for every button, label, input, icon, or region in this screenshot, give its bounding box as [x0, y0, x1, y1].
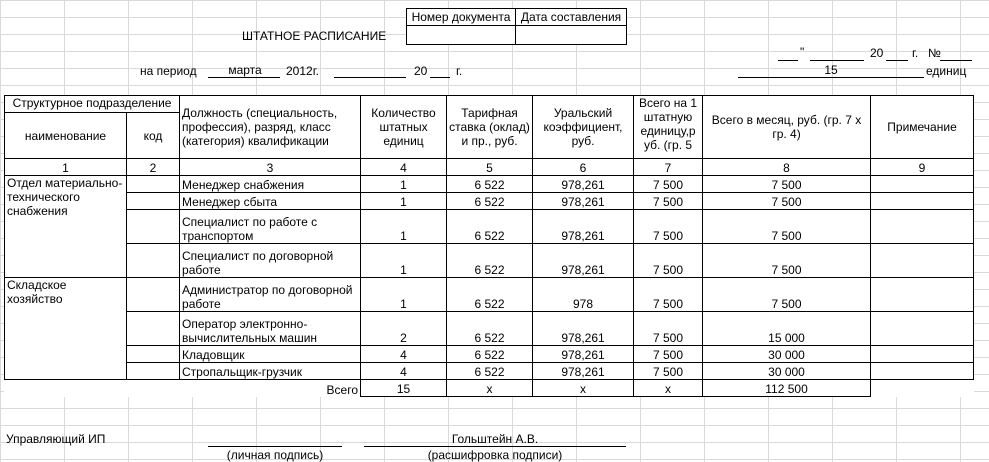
col-number-9: 9	[871, 159, 974, 176]
quantity-value: 2	[361, 312, 447, 346]
quantity-value: 1	[361, 193, 447, 210]
quantity-value: 4	[361, 363, 447, 380]
note-value	[871, 210, 974, 244]
position-name: Администратор по договорной работе	[180, 278, 361, 312]
per-unit-value: 7 500	[634, 278, 703, 312]
total-monthly: 112 500	[703, 380, 871, 397]
signer-title: Управляющий ИП	[6, 432, 106, 446]
dept-code	[127, 363, 180, 380]
signer-name-line	[364, 446, 626, 447]
monthly-value: 30 000	[703, 346, 871, 363]
header-position: Должность (специальность, профессия), разряд, класс (категория) квалификации	[180, 96, 361, 159]
rate-value: 6 522	[447, 193, 533, 210]
doc-number-label: Номер документа	[411, 10, 511, 24]
total-coef: х	[533, 380, 634, 397]
per-unit-value: 7 500	[634, 176, 703, 193]
table-row	[5, 278, 974, 312]
col-number-1: 1	[5, 159, 127, 176]
dept-code	[127, 210, 180, 244]
note-value	[871, 278, 974, 312]
monthly-value: 30 000	[703, 363, 871, 380]
doc-date-label-cell	[515, 8, 627, 26]
position-name: Менеджер снабжения	[180, 176, 361, 193]
header-unit-group: Структурное подразделение	[5, 96, 180, 113]
approve-number-sign: №	[928, 46, 941, 60]
monthly-value: 7 500	[703, 193, 871, 210]
approve-number-line	[940, 60, 972, 61]
position-name: Специалист по договорной работе	[180, 244, 361, 278]
table-row	[5, 244, 974, 278]
col-number-2: 2	[127, 159, 180, 176]
rate-value: 6 522	[447, 176, 533, 193]
col-number-3: 3	[180, 159, 361, 176]
header-monthly-total: Всего в месяц, руб. (гр. 7 х гр. 4)	[703, 96, 871, 159]
header-quantity: Количество штатных единиц	[361, 96, 447, 159]
coef-value: 978,261	[533, 312, 634, 346]
coef-value: 978,261	[533, 346, 634, 363]
per-unit-value: 7 500	[634, 244, 703, 278]
note-value	[871, 312, 974, 346]
approve-month-line	[810, 60, 864, 61]
per-unit-value: 7 500	[634, 363, 703, 380]
period-year2: 20	[414, 64, 428, 78]
position-name: Специалист по работе с транспортом	[180, 210, 361, 244]
period-end-line	[334, 77, 406, 78]
note-value	[871, 346, 974, 363]
header-unit-name: наименование	[5, 113, 127, 159]
staffing-table	[4, 95, 974, 397]
per-unit-value: 7 500	[634, 346, 703, 363]
units-label: единиц	[926, 64, 967, 78]
monthly-value: 7 500	[703, 176, 871, 193]
per-unit-value: 7 500	[634, 312, 703, 346]
per-unit-value: 7 500	[634, 210, 703, 244]
units-count-line	[738, 77, 924, 78]
period-prefix: на период	[140, 64, 197, 78]
coef-value: 978,261	[533, 193, 634, 210]
signature-caption: (личная подпись)	[226, 448, 324, 462]
rate-value: 6 522	[447, 278, 533, 312]
monthly-value: 15 000	[703, 312, 871, 346]
rate-value: 6 522	[447, 244, 533, 278]
rate-value: 6 522	[447, 312, 533, 346]
doc-number-field[interactable]	[406, 25, 516, 45]
header-ural-coef: Уральский коэффициент, руб.	[533, 96, 634, 159]
position-name: Оператор электронно-вычислительных машин	[180, 312, 361, 346]
quantity-value: 1	[361, 210, 447, 244]
period-month-line	[210, 77, 280, 78]
rate-value: 6 522	[447, 363, 533, 380]
approve-year-line	[886, 60, 908, 61]
period-month: марта	[228, 63, 262, 77]
dept-code	[127, 346, 180, 363]
header-unit-code: код	[127, 113, 180, 159]
approve-quote: "	[800, 45, 805, 59]
table-row	[5, 193, 974, 210]
col-number-6: 6	[533, 159, 634, 176]
total-per-unit: х	[634, 380, 703, 397]
coef-value: 978	[533, 278, 634, 312]
signature-line[interactable]	[208, 446, 342, 447]
col-number-8: 8	[703, 159, 871, 176]
total-rate: х	[447, 380, 533, 397]
table-row	[5, 210, 974, 244]
note-value	[871, 244, 974, 278]
monthly-value: 7 500	[703, 278, 871, 312]
total-row	[5, 380, 974, 397]
dept-code	[127, 278, 180, 312]
coef-value: 978,261	[533, 176, 634, 193]
quantity-value: 4	[361, 346, 447, 363]
table-row	[5, 346, 974, 363]
note-value	[871, 363, 974, 380]
signer-name: Гольштейн А.В.	[451, 432, 539, 446]
position-name: Стропальщик-грузчик	[180, 363, 361, 380]
period-year2-suffix: г.	[456, 64, 463, 78]
note-value	[871, 193, 974, 210]
units-count: 15	[824, 63, 838, 77]
monthly-value: 7 500	[703, 244, 871, 278]
col-number-5: 5	[447, 159, 533, 176]
approve-year: 20	[870, 46, 884, 60]
decode-caption: (расшифровка подписи)	[427, 448, 563, 462]
document-title: ШТАТНОЕ РАСПИСАНИЕ	[242, 29, 387, 43]
dept-code	[127, 193, 180, 210]
table-row	[5, 176, 974, 193]
dept-code	[127, 176, 180, 193]
coef-value: 978,261	[533, 363, 634, 380]
header-rate: Тарифная ставка (оклад) и пр., руб.	[447, 96, 533, 159]
doc-date-label: Дата составления	[520, 10, 622, 24]
header-per-unit-total: Всего на 1 штатную единицу,р уб. (гр. 5	[634, 96, 703, 159]
table-row	[5, 312, 974, 346]
position-name: Менеджер сбыта	[180, 193, 361, 210]
monthly-value: 7 500	[703, 210, 871, 244]
dept-code	[127, 244, 180, 278]
col-number-4: 4	[361, 159, 447, 176]
note-value	[871, 176, 974, 193]
position-name: Кладовщик	[180, 346, 361, 363]
coef-value: 978,261	[533, 210, 634, 244]
dept-name: Складское хозяйство	[5, 278, 127, 380]
total-quantity: 15	[361, 380, 447, 397]
rate-value: 6 522	[447, 346, 533, 363]
approve-day-line	[778, 60, 798, 61]
header-note: Примечание	[871, 96, 974, 159]
quantity-value: 1	[361, 176, 447, 193]
coef-value: 978,261	[533, 244, 634, 278]
quantity-value: 1	[361, 244, 447, 278]
total-label: Всего	[326, 382, 359, 397]
per-unit-value: 7 500	[634, 193, 703, 210]
dept-name: Отдел материально-технического снабжения	[5, 176, 127, 278]
approve-year-suffix: г.	[912, 46, 919, 60]
quantity-value: 1	[361, 278, 447, 312]
doc-number-label-cell	[406, 8, 516, 26]
period-year: 2012г.	[286, 64, 319, 78]
period-year2-line	[430, 77, 450, 78]
rate-value: 6 522	[447, 210, 533, 244]
doc-date-field[interactable]	[515, 25, 627, 45]
table-row	[5, 363, 974, 380]
dept-code	[127, 312, 180, 346]
col-number-7: 7	[634, 159, 703, 176]
